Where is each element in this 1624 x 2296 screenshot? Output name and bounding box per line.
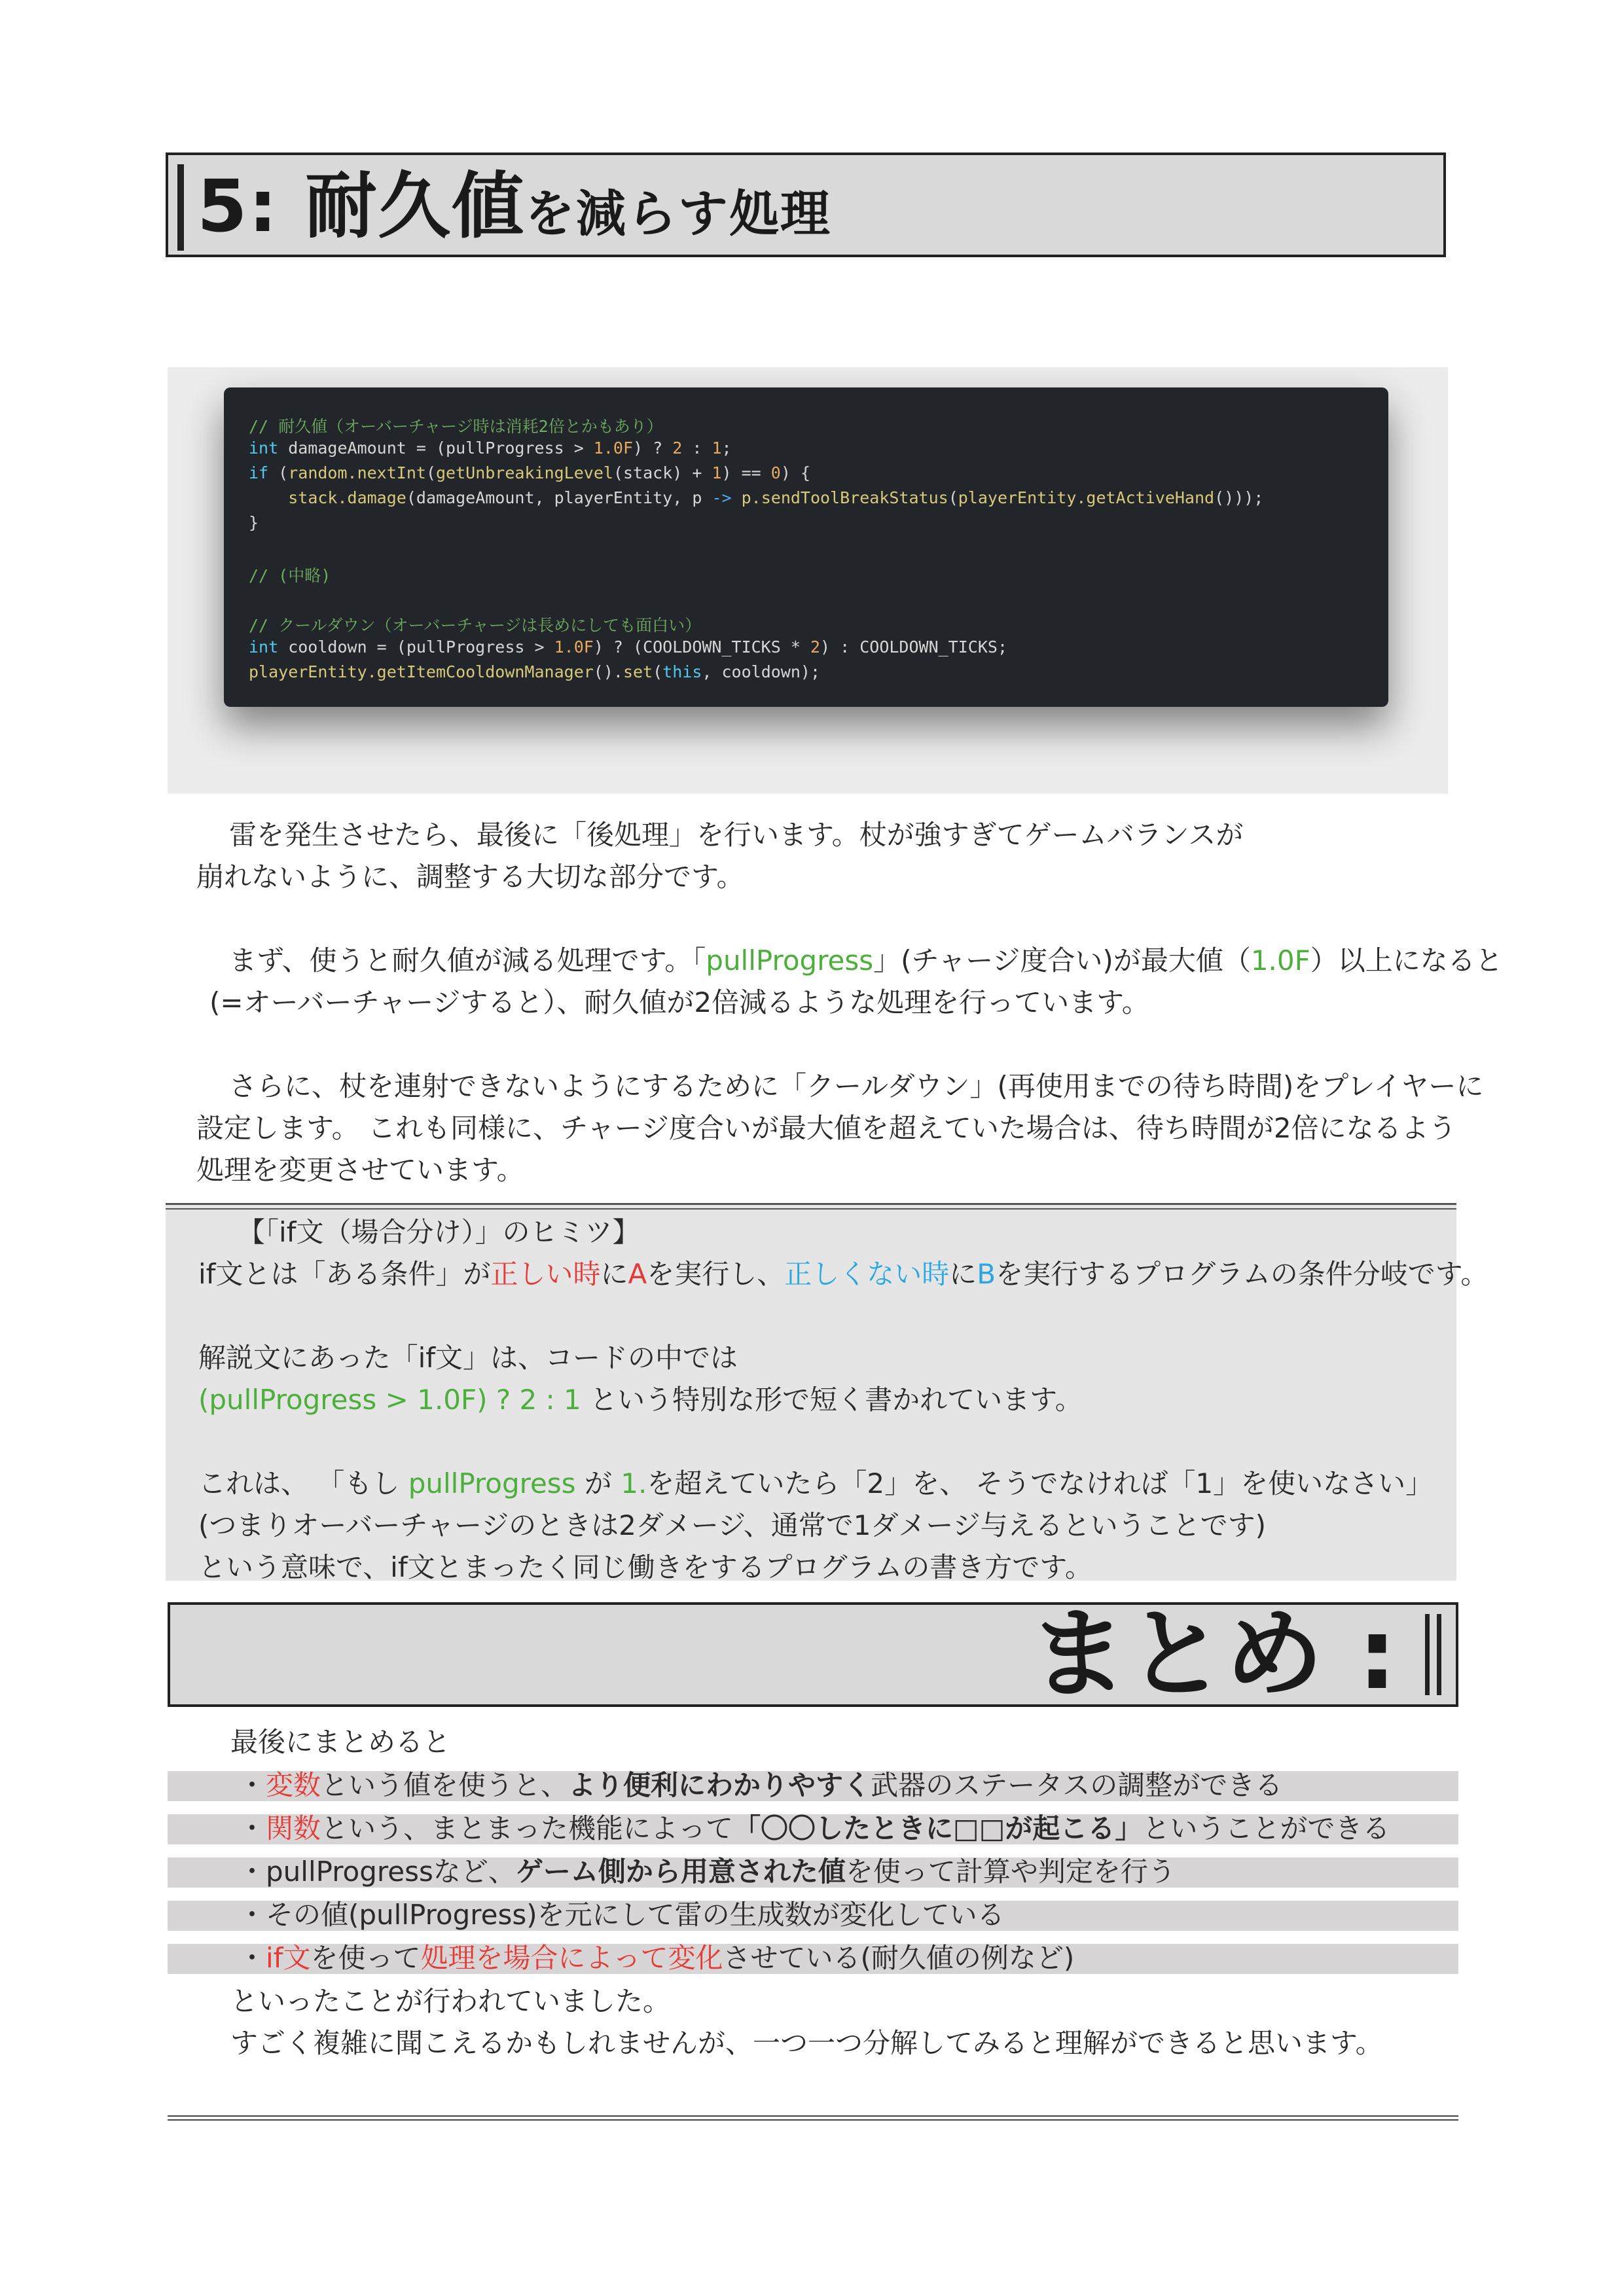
- info-line-3: (pullProgress > 1.0F) ? 2 : 1 という特別な形で短く書かれています。: [198, 1384, 1083, 1416]
- code-line-4: stack.damage(damageAmount, playerEntity, p -> p.sendToolBreakStatus(playerEntity.getActiveHand()));: [288, 488, 1264, 507]
- summary-item: ・変数という値を使うと、より便利にわかりやすく武器のステータスの調整ができる: [168, 1771, 1458, 1801]
- info-line-2: 解説文にあった「if文」は、コードの中では: [198, 1342, 738, 1374]
- section-title-sub: を減らす処理: [524, 185, 831, 243]
- info-line-4: これは、 「もし pullProgress が 1.を超えていたら「2」を、 そうでなければ「1」を使いなさい」: [198, 1467, 1434, 1499]
- info-heading: 【「if文（場合分け）」のヒミツ】: [238, 1216, 640, 1248]
- code-line-5: }: [249, 513, 259, 532]
- code-line-8: int cooldown = (pullProgress > 1.0F) ? (COOLDOWN_TICKS * 2) : COOLDOWN_TICKS;: [249, 637, 1007, 656]
- paragraph-3-line-2: 設定します。 これも同様に、チャージ度合いが最大値を超えていた場合は、待ち時間が2倍になるよう: [196, 1112, 1456, 1144]
- paragraph-3-line-1: さらに、杖を連射できないようにするために「クールダウン」(再使用までの待ち時間)をプレイヤーに: [229, 1070, 1484, 1102]
- paragraph-1-line-2: 崩れないように、調整する大切な部分です。: [196, 861, 744, 893]
- paragraph-2-line-2: (=オーバーチャージすると）、耐久値が2倍減るような処理を行っています。: [209, 986, 1149, 1018]
- footer-divider: [168, 2115, 1458, 2121]
- info-line-6: という意味で、if文とまったく同じ働きをするプログラムの書き方です。: [198, 1551, 1092, 1583]
- summary-item: ・その値(pullProgress)を元にして雷の生成数が変化している: [168, 1901, 1458, 1931]
- summary-intro: 最後にまとめると: [230, 1726, 451, 1758]
- if-statement-info-box: [166, 1203, 1489, 1583]
- code-line-2: int damageAmount = (pullProgress > 1.0F) ? 2 : 1;: [249, 439, 732, 457]
- section-title-main: 耐久値: [304, 164, 525, 248]
- summary-outro-1: といったことが行われていました。: [230, 1985, 671, 2017]
- paragraph-3-line-3: 処理を変更させています。: [196, 1154, 524, 1186]
- code-snippet-area: [168, 367, 1448, 794]
- code-line-1: // 耐久値（オーバーチャージ時は消耗2倍とかもあり）: [249, 417, 663, 436]
- summary-header: [168, 1598, 1458, 1712]
- code-line-9: playerEntity.getItemCooldownManager().set(this, cooldown);: [249, 662, 821, 681]
- header-bar: [177, 164, 184, 251]
- summary-item: ・pullProgressなど、ゲーム側から用意された値を使って計算や判定を行う: [168, 1857, 1458, 1888]
- summary-outro-2: すごく複雑に聞こえるかもしれませんが、一つ一つ分解してみると理解ができると思います。: [230, 2027, 1383, 2059]
- header-bar: [1437, 1614, 1441, 1695]
- info-line-1: if文とは「ある条件」が正しい時にAを実行し、正しくない時にBを実行するプログラムの条件分岐です。: [198, 1258, 1489, 1290]
- code-block: [224, 387, 1388, 707]
- section-header: [166, 152, 1446, 257]
- section-number: 5:: [197, 164, 279, 248]
- code-line-3: if (random.nextInt(getUnbreakingLevel(stack) + 1) == 0) {: [249, 463, 810, 482]
- header-bar: [1425, 1614, 1430, 1695]
- paragraph-2-line-1: まず、使うと耐久値が減る処理です。「pullProgress」(チャージ度合い)が最大値（1.0F）以上になると: [229, 944, 1503, 977]
- code-line-7: // クールダウン（オーバーチャージは長めにしても面白い）: [249, 616, 702, 635]
- code-line-6: // (中略): [249, 566, 331, 585]
- summary-title: まとめ :: [1028, 1598, 1397, 1712]
- section-title: [197, 160, 831, 260]
- summary-item: ・関数という、まとまった機能によって「〇〇したときに□□が起こる」ということができる: [168, 1814, 1458, 1844]
- info-line-5: (つまりオーバーチャージのときは2ダメージ、通常で1ダメージ与えるということです): [198, 1509, 1266, 1541]
- summary-item: ・if文を使って処理を場合によって変化させている(耐久値の例など): [168, 1944, 1458, 1974]
- paragraph-1-line-1: 雷を発生させたら、最後に「後処理」を行います。杖が強すぎてゲームバランスが: [229, 819, 1244, 851]
